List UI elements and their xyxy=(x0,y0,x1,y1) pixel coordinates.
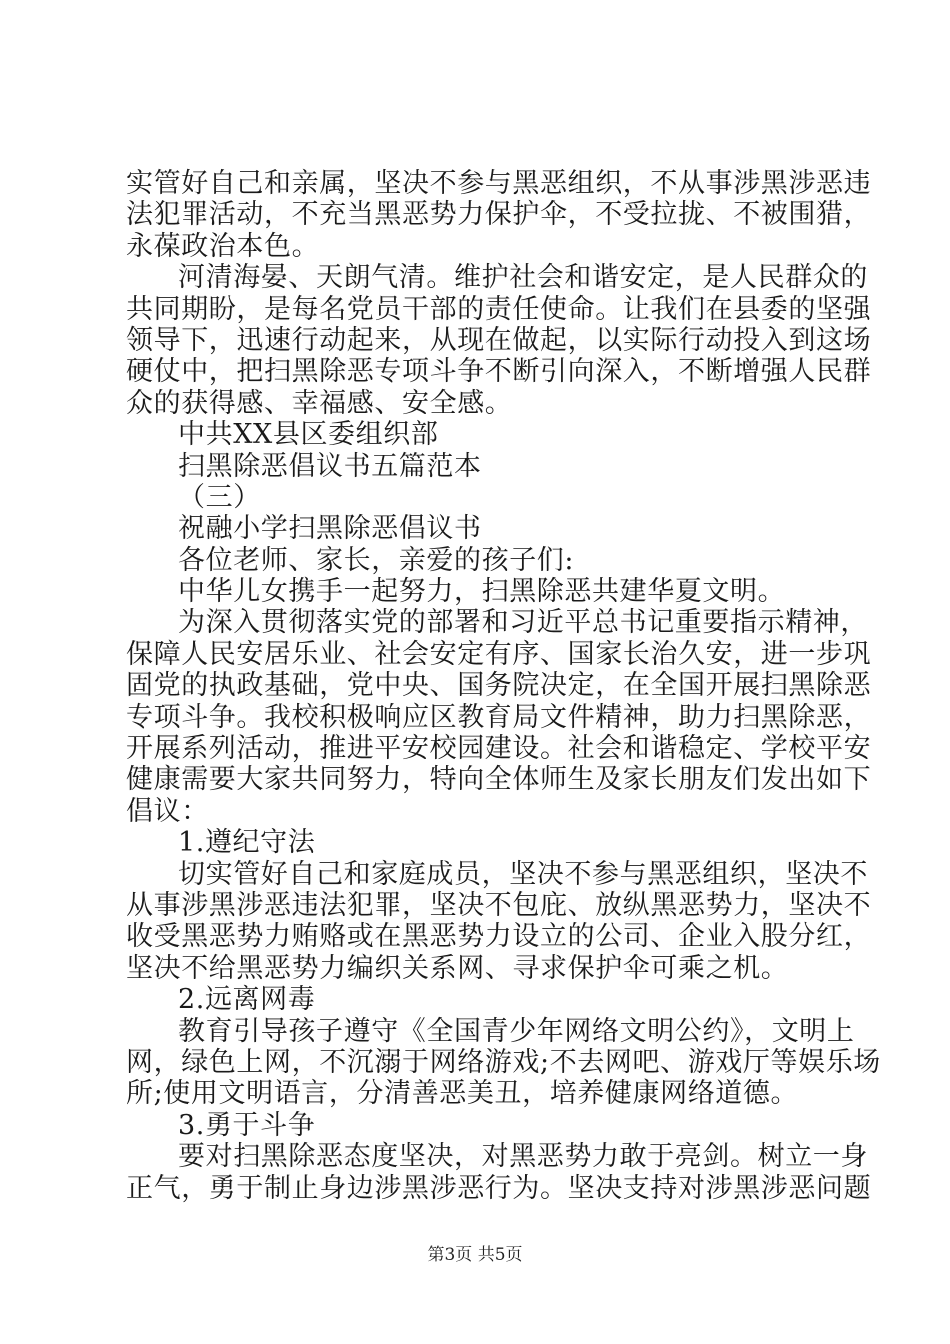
text-line: 固党的执政基础，党中央、国务院决定，在全国开展扫黑除恶 xyxy=(126,670,872,702)
page-footer: 第3页 共5页 xyxy=(427,1245,523,1265)
text-line: 健康需要大家共同努力，特向全体师生及家长朋友们发出如下 xyxy=(126,764,872,796)
text-line: 为深入贯彻落实党的部署和习近平总书记重要指示精神， xyxy=(178,607,868,639)
text-line: 各位老师、家长，亲爱的孩子们: xyxy=(178,544,575,576)
text-line: 教育引导孩子遵守《全国青少年网络文明公约》，文明上 xyxy=(178,1015,855,1047)
text-line: 3.勇于斗争 xyxy=(178,1109,316,1141)
text-line: 专项斗争。我校积极响应区教育局文件精神，助力扫黑除恶， xyxy=(126,701,872,733)
text-line: 祝融小学扫黑除恶倡议书 xyxy=(178,513,482,545)
text-line: 所;使用文明语言，分清善恶美丑，培养健康网络道德。 xyxy=(126,1078,799,1110)
text-line: 众的获得感、幸福感、安全感。 xyxy=(126,387,513,419)
text-line: 正气，勇于制止身边涉黑涉恶行为。坚决支持对涉黑涉恶问题 xyxy=(126,1172,872,1204)
text-line: 2.远离网毒 xyxy=(178,984,316,1016)
text-line: 要对扫黑除恶态度坚决，对黑恶势力敢于亮剑。树立一身 xyxy=(178,1141,868,1173)
text-line: 坚决不给黑恶势力编织关系网、寻求保护伞可乘之机。 xyxy=(126,952,789,984)
text-line: 实管好自己和亲属，坚决不参与黑恶组织，不从事涉黑涉恶违 xyxy=(126,168,872,199)
text-line: 扫黑除恶倡议书五篇范本 xyxy=(178,450,482,482)
text-line: 永葆政治本色。 xyxy=(126,230,320,262)
text-line: 领导下，迅速行动起来，从现在做起，以实际行动投入到这场 xyxy=(126,324,872,356)
document-body xyxy=(126,168,881,1204)
text-line: 法犯罪活动，不充当黑恶势力保护伞，不受拉拢、不被围猎， xyxy=(126,199,872,231)
text-line: 从事涉黑涉恶违法犯罪，坚决不包庇、放纵黑恶势力，坚决不 xyxy=(126,889,872,921)
text-line: 网，绿色上网，不沉溺于网络游戏;不去网吧、游戏厅等娱乐场 xyxy=(126,1046,881,1078)
text-line: 切实管好自己和家庭成员，坚决不参与黑恶组织，坚决不 xyxy=(178,858,868,890)
text-line: 共同期盼，是每名党员干部的责任使命。让我们在县委的坚强 xyxy=(126,293,872,325)
text-line: 中华儿女携手一起努力，扫黑除恶共建华夏文明。 xyxy=(178,576,786,608)
text-line: 河清海晏、天朗气清。维护社会和谐安定，是人民群众的 xyxy=(178,262,868,294)
text-line: 收受黑恶势力贿赂或在黑恶势力设立的公司、企业入股分红， xyxy=(126,921,872,953)
text-line: 保障人民安居乐业、社会安定有序、国家长治久安，进一步巩 xyxy=(126,638,872,670)
text-line: 倡议： xyxy=(126,795,209,827)
text-line: 硬仗中，把扫黑除恶专项斗争不断引向深入，不断增强人民群 xyxy=(126,356,872,388)
text-line: 开展系列活动，推进平安校园建设。社会和谐稳定、学校平安 xyxy=(126,733,872,765)
text-line: 中共XX县区委组织部 xyxy=(178,419,439,451)
text-line: 1.遵纪守法 xyxy=(178,827,316,859)
text-line: （三） xyxy=(178,481,261,513)
